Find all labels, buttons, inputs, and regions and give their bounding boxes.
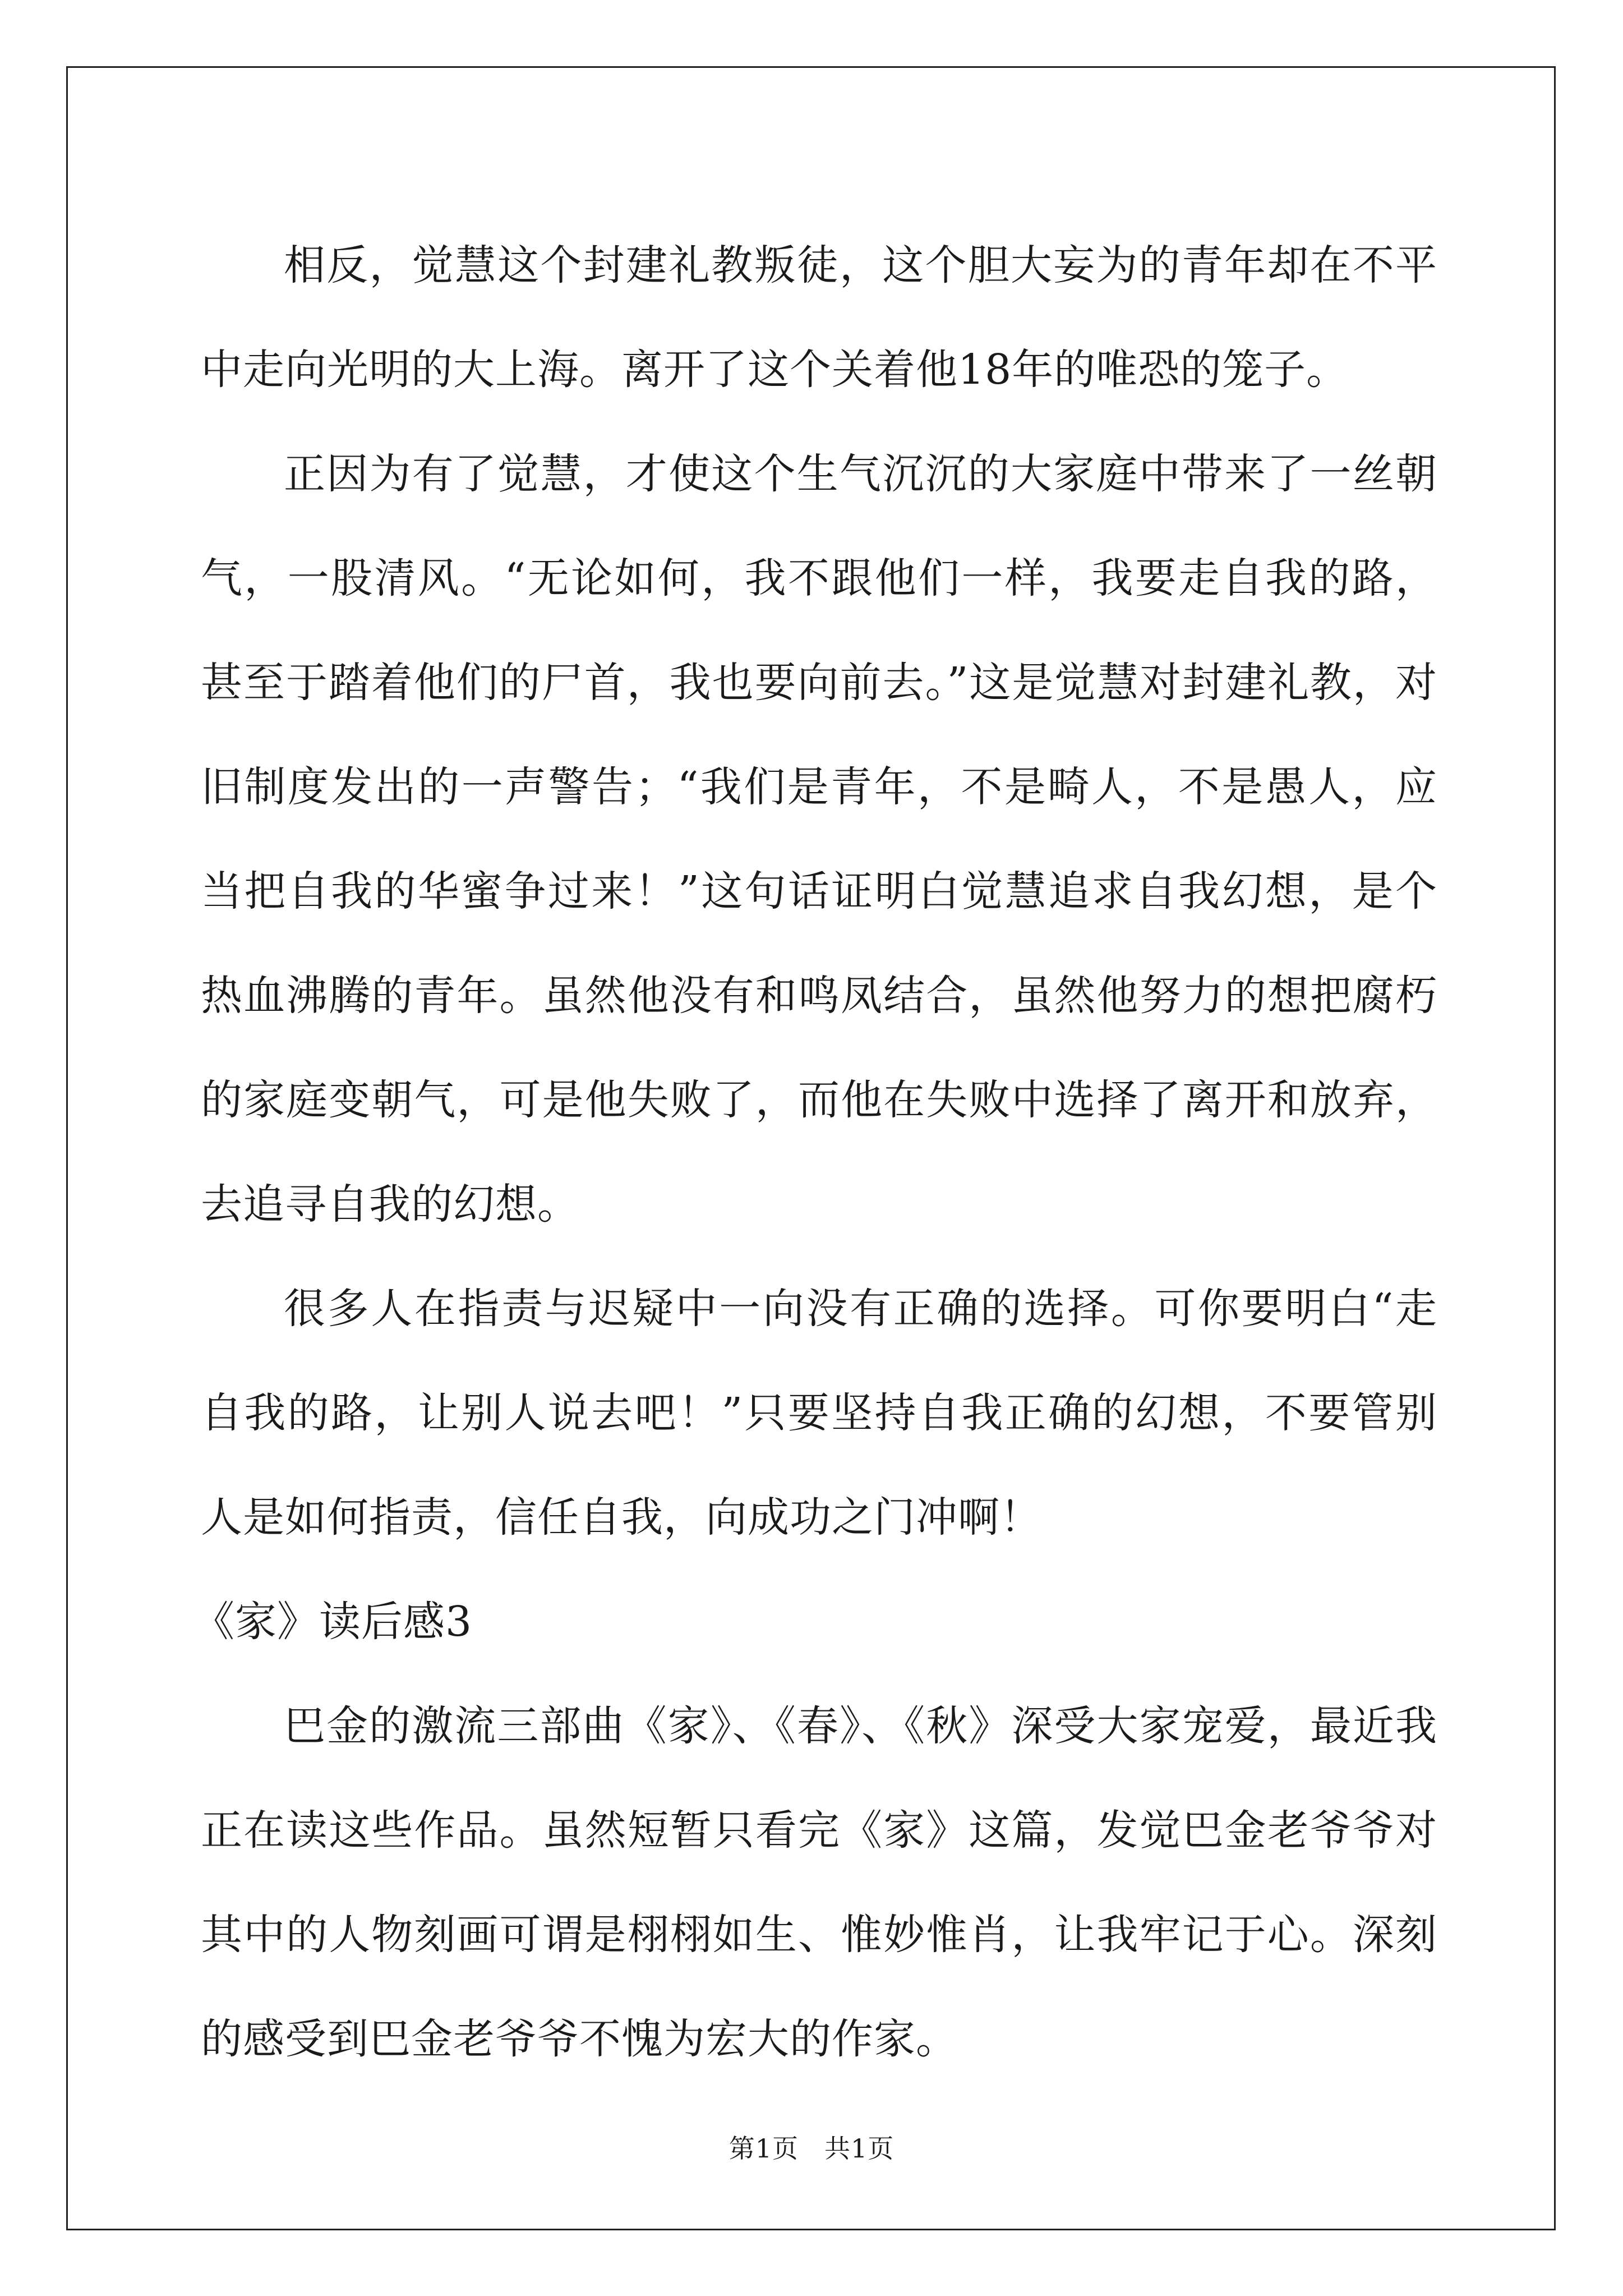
paragraph: 相反，觉慧这个封建礼教叛徒，这个胆大妄为的青年却在不平中走向光明的大上海。离开了这个关着他18年的唯恐的笼子。 <box>201 241 1437 394</box>
paragraph: 巴金的激流三部曲《家》、《春》、《秋》深受大家宠爱，最近我正在读这些作品。虽然短暂只看完《家》这篇，发觉巴金老爷爷对其中的人物刻画可谓是栩栩如生、惟妙惟肖，让我牢记于心。深刻的感受到巴金老爷爷不愧为宏大的作家。 <box>201 1702 1437 2063</box>
paragraph: 很多人在指责与迟疑中一向没有正确的选择。可你要明白“走自我的路，让别人说去吧！”只要坚持自我正确的幻想，不要管别人是如何指责，信任自我，向成功之门冲啊！ <box>201 1285 1437 1542</box>
page-number: 第1页 <box>728 2133 799 2164</box>
section-heading: 《家》读后感3 <box>193 1598 473 1646</box>
paragraph: 正因为有了觉慧，才使这个生气沉沉的大家庭中带来了一丝朝气，一股清风。“无论如何，我不跟他们一样，我要走自我的路，甚至于踏着他们的尸首，我也要向前去。”这是觉慧对封建礼教，对旧制度发出的一声警告；“我们是青年，不是畸人，不是愚人，应当把自我的华蜜争过来！”这句话证明白觉慧追求自我幻想，是个热血沸腾的青年。虽然他没有和鸣凤结合，虽然他努力的想把腐朽的家庭变朝气，可是他失败了，而他在失败中选择了离开和放弃，去追寻自我的幻想。 <box>201 450 1437 1228</box>
document-body <box>193 213 1437 2091</box>
page-total: 共1页 <box>824 2133 895 2164</box>
page-footer <box>0 2132 1623 2165</box>
